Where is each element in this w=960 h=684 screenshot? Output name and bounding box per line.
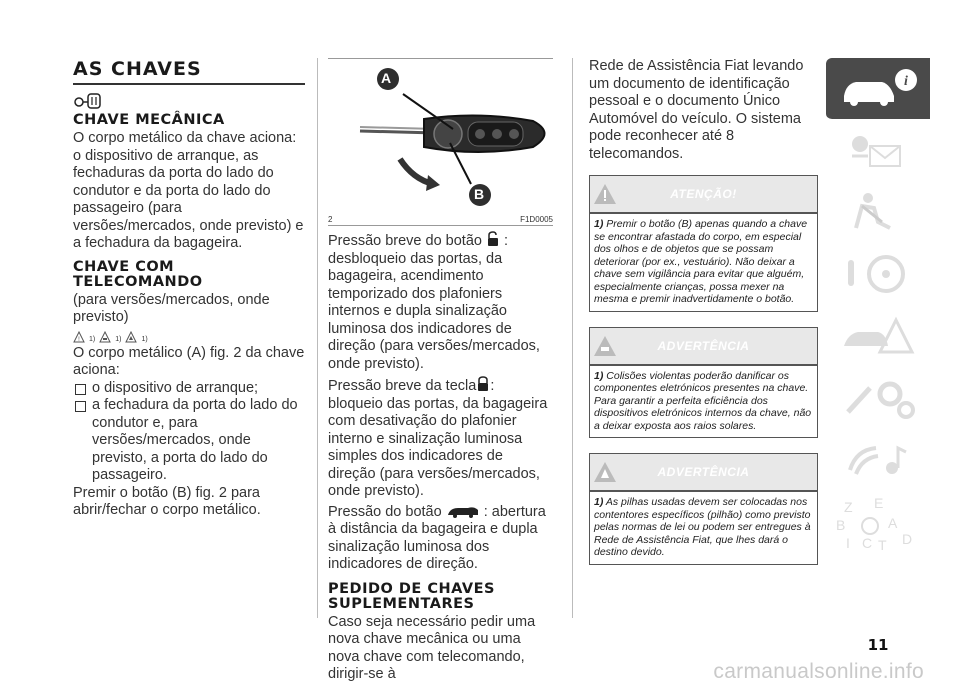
ref-mark: 1) (141, 335, 148, 343)
svg-text:!: ! (78, 336, 80, 343)
advisory-box-battery (589, 453, 818, 491)
chapter-sidebar (826, 58, 930, 554)
multimedia-icon[interactable] (826, 430, 930, 492)
figure-caption (328, 214, 553, 226)
remote-key-title-line2: TELECOMANDO (73, 273, 203, 290)
remote-key-title-line1: CHAVE COM (73, 258, 175, 275)
section-title-mechanical-key: CHAVE MECÂNICA (73, 112, 225, 128)
ref-mark: 1) (115, 335, 122, 343)
figure-number: 2 (328, 215, 333, 224)
advisory-title: ADVERTÊNCIA (657, 465, 750, 479)
advisory-body: 1) Colisões violentas poderão danificar os componentes eletrónicos presentes na chave. Para garantir a perfeita eficiência dos dispositivos eletrónicos internos da chave, não a deixar exposta aos raios solares. (589, 365, 818, 439)
key-icon (73, 91, 305, 109)
index-letter: D (902, 531, 913, 547)
index-letter: T (878, 537, 887, 553)
column-divider (317, 58, 318, 618)
page-number: 11 (867, 636, 889, 654)
index-icon[interactable] (826, 492, 930, 554)
car-info-icon[interactable] (826, 58, 930, 120)
extra-keys-text: Caso seja necessário pedir uma nova chave mecânica ou uma nova chave com telecomando, dirigir-se à (328, 613, 536, 682)
figure-label-b: B (474, 186, 485, 202)
key-illustration (328, 59, 553, 214)
watermark: carmanualsonline.info (713, 660, 924, 683)
emergency-icon[interactable] (826, 306, 930, 368)
steering-icon[interactable] (826, 244, 930, 306)
collision-icon (99, 331, 111, 343)
index-letter: I (846, 535, 850, 551)
unlock-icon (486, 231, 500, 247)
column-1 (73, 58, 305, 520)
warning-references (73, 329, 305, 343)
unlock-button-text: Pressão breve do botão : (328, 233, 509, 249)
index-letter: B (836, 517, 846, 533)
attention-body: 1) Premir o botão (B) apenas quando a chave se encontrar afastada do corpo, em especial dos olhos e de objetos que se possam deteriorar (por ex., vestuário). Não deixar a chave sem vigilância para evitar que alguém, especialmente crianças, possa mexer na mesma e premir inadvertidamente o botão. (589, 213, 818, 312)
attention-title: ATENÇÃO! (670, 187, 737, 201)
svg-text:i: i (904, 74, 908, 89)
remote-key-text: O corpo metálico (A) fig. 2 da chave aciona: (73, 344, 305, 378)
warning-box-attention (589, 175, 818, 213)
safety-airbag-icon[interactable] (826, 182, 930, 244)
figure-key (328, 58, 553, 214)
battery-disposal-icon (125, 331, 137, 343)
bullet-item: a fechadura da porta do lado do condutor e, para versões/mercados, onde previsto, a porta do lado do passageiro. (73, 397, 305, 485)
ref-mark: 1) (89, 335, 96, 343)
advisory-box-collision (589, 327, 818, 365)
bullet-item: o dispositivo de arranque; (73, 380, 305, 398)
trunk-button-text: Pressão do botão : abertura à distância da bagageira e dupla sinalização luminosa dos indicadores de direção. (328, 503, 546, 572)
advisory-title: ADVERTÊNCIA (657, 338, 750, 353)
column-3 (589, 58, 818, 565)
index-letter: E (874, 495, 884, 511)
lock-button-text: Pressão breve da tecla : bloqueio das portas, da bagageira com desativação do plafonier interno e sinalização luminosa simples dos indicadores de direção (para versões/mercados, onde previsto). (328, 378, 548, 499)
section-title-extra-keys: PEDIDO DE CHAVES SUPLEMENTARES (328, 580, 495, 612)
figure-code: F1D0005 (520, 215, 553, 224)
index-letter: C (862, 535, 873, 551)
index-letter: Z (844, 499, 853, 515)
maintenance-icon[interactable] (826, 368, 930, 430)
column-2 (328, 58, 553, 684)
section-title-remote-key (73, 260, 305, 290)
title-rule (73, 83, 305, 85)
recognition-text: Rede de Assistência Fiat levando um documento de identificação pessoal e o documento Único Automóvel do veículo. O sistema pode reconhecer até 8 telecomandos. (589, 58, 804, 162)
trunk-open-icon (446, 504, 480, 518)
index-letter: A (888, 515, 898, 531)
lock-icon (476, 376, 490, 392)
page-title: AS CHAVES (73, 58, 202, 80)
warning-lights-icon[interactable] (826, 120, 930, 182)
warning-triangle-icon (73, 331, 85, 343)
remote-key-intro: (para versões/mercados, onde previsto) (73, 291, 270, 325)
mechanical-key-text: O corpo metálico da chave aciona: o dispositivo de arranque, as fechaduras da porta do lado do condutor e da porta do lado do passageiro (para versões/mercados, onde previsto) e a fechadura da bagageira. (73, 130, 304, 251)
closing-text: Premir o botão (B) fig. 2 para abrir/fechar o corpo metálico. (73, 484, 261, 518)
unlock-description: desbloqueio das portas, da bagageira, acendimento temporizado dos plafoniers internos e dupla sinalização luminosa dos indicadores de direção (para versões/mercados, onde previsto). (328, 250, 540, 372)
figure-label-a: A (381, 70, 392, 86)
column-divider (572, 58, 573, 618)
advisory-body: 1) As pilhas usadas devem ser colocadas nos contentores específicos (pilhão) como previsto pelas normas de lei ou podem ser entregues à Rede de Assistência Fiat, que lhes dará o destino devido. (589, 491, 818, 565)
